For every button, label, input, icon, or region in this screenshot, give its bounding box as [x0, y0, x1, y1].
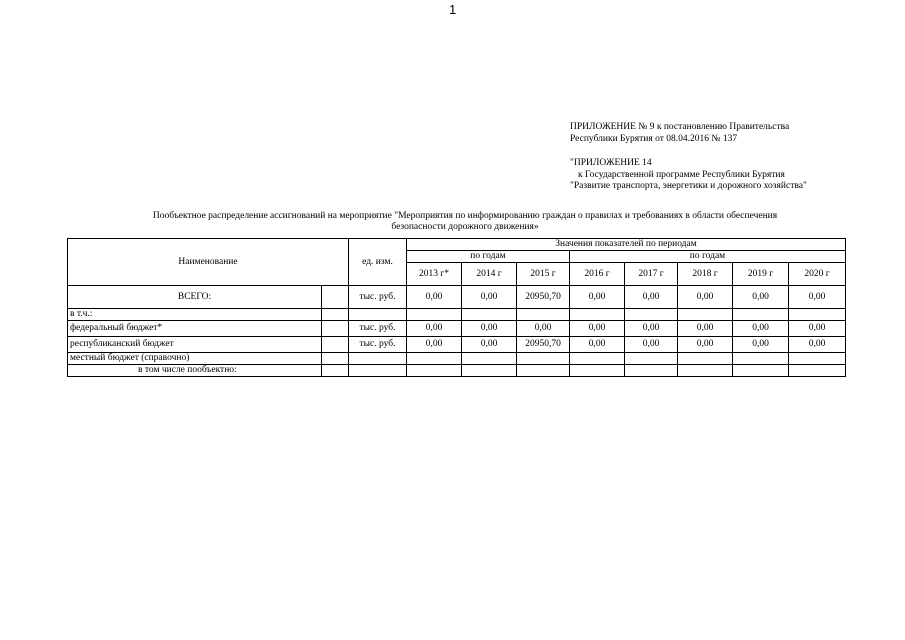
value-cell [678, 365, 733, 377]
value-cell: 0,00 [407, 337, 462, 353]
value-cell [625, 365, 678, 377]
header-by-years-1: по годам [407, 251, 570, 263]
row-spacer [322, 365, 349, 377]
year-cell: 2017 г [625, 263, 678, 286]
value-cell [462, 365, 517, 377]
value-cell: 0,00 [678, 321, 733, 337]
year-cell: 2016 г [570, 263, 625, 286]
value-cell: 0,00 [789, 286, 846, 309]
value-cell: 0,00 [678, 286, 733, 309]
row-unit: тыс. руб. [349, 337, 407, 353]
row-spacer [322, 309, 349, 321]
value-cell [733, 309, 789, 321]
row-name: республиканский бюджет [68, 337, 322, 353]
row-unit [349, 353, 407, 365]
value-cell [789, 365, 846, 377]
value-cell [570, 309, 625, 321]
value-cell: 0,00 [462, 286, 517, 309]
value-cell: 0,00 [407, 286, 462, 309]
row-unit [349, 365, 407, 377]
appendix-line-5: "Развитие транспорта, энергетики и дорожного хозяйства" [570, 181, 807, 191]
value-cell [517, 365, 570, 377]
table-row [68, 365, 846, 377]
value-cell [733, 365, 789, 377]
value-cell [789, 309, 846, 321]
header-name: Наименование [68, 239, 349, 286]
row-name: федеральный бюджет* [68, 321, 322, 337]
value-cell [462, 353, 517, 365]
value-cell: 0,00 [625, 321, 678, 337]
value-cell: 0,00 [789, 337, 846, 353]
header-row-1 [68, 239, 846, 251]
row-unit [349, 309, 407, 321]
value-cell: 0,00 [733, 286, 789, 309]
appendix-line-1: ПРИЛОЖЕНИЕ № 9 к постановлению Правительства [570, 122, 790, 132]
value-cell: 0,00 [570, 286, 625, 309]
appendix-line-2: Республики Бурятия от 08.04.2016 № 137 [570, 133, 738, 144]
header-by-years-2: по годам [570, 251, 846, 263]
value-cell: 0,00 [407, 321, 462, 337]
table-row [68, 286, 846, 309]
header-unit: ед. изм. [349, 239, 407, 286]
value-cell: 0,00 [462, 321, 517, 337]
row-name: ВСЕГО: [68, 286, 322, 309]
appendix-line-4: к Государственной программе Республики Бурятия [578, 169, 785, 180]
value-cell [407, 309, 462, 321]
value-cell [407, 365, 462, 377]
row-name: в т.ч.: [68, 309, 322, 321]
row-name: местный бюджет (справочно) [68, 353, 322, 365]
row-spacer [322, 353, 349, 365]
value-cell [625, 353, 678, 365]
value-cell [462, 309, 517, 321]
year-cell: 2015 г [517, 263, 570, 286]
table-row [68, 309, 846, 321]
row-name: в том числе пообъектно: [68, 365, 322, 377]
value-cell: 0,00 [570, 321, 625, 337]
value-cell [678, 353, 733, 365]
value-cell: 0,00 [789, 321, 846, 337]
header-values: Значения показателей по периодам [407, 239, 846, 251]
value-cell: 20950,70 [517, 337, 570, 353]
appendix-header [570, 122, 807, 193]
allocation-table [67, 238, 846, 377]
page-number: 1 [449, 2, 457, 17]
table-row [68, 337, 846, 353]
value-cell: 0,00 [517, 321, 570, 337]
row-unit: тыс. руб. [349, 321, 407, 337]
value-cell: 0,00 [462, 337, 517, 353]
title-line-2: безопасности дорожного движения» [391, 222, 539, 232]
value-cell: 0,00 [733, 337, 789, 353]
year-cell: 2019 г [733, 263, 789, 286]
value-cell [517, 309, 570, 321]
year-cell: 2018 г [678, 263, 733, 286]
value-cell: 0,00 [733, 321, 789, 337]
year-cell: 2020 г [789, 263, 846, 286]
value-cell: 0,00 [570, 337, 625, 353]
row-unit: тыс. руб. [349, 286, 407, 309]
appendix-line-3: "ПРИЛОЖЕНИЕ 14 [570, 158, 652, 168]
document-title [100, 211, 830, 233]
row-spacer [322, 286, 349, 309]
value-cell [407, 353, 462, 365]
value-cell [733, 353, 789, 365]
row-spacer [322, 321, 349, 337]
value-cell: 0,00 [678, 337, 733, 353]
value-cell [678, 309, 733, 321]
year-cell: 2013 г* [407, 263, 462, 286]
value-cell: 0,00 [625, 337, 678, 353]
value-cell [625, 309, 678, 321]
table-row [68, 353, 846, 365]
value-cell [570, 353, 625, 365]
table-row [68, 321, 846, 337]
year-cell: 2014 г [462, 263, 517, 286]
title-line-1: Пообъектное распределение ассигнований на мероприятие "Мероприятия по информированию граждан о правилах и требованиях в области обеспечения [152, 211, 778, 221]
value-cell: 0,00 [625, 286, 678, 309]
value-cell [517, 353, 570, 365]
value-cell: 20950,70 [517, 286, 570, 309]
value-cell [570, 365, 625, 377]
value-cell [789, 353, 846, 365]
row-spacer [322, 337, 349, 353]
